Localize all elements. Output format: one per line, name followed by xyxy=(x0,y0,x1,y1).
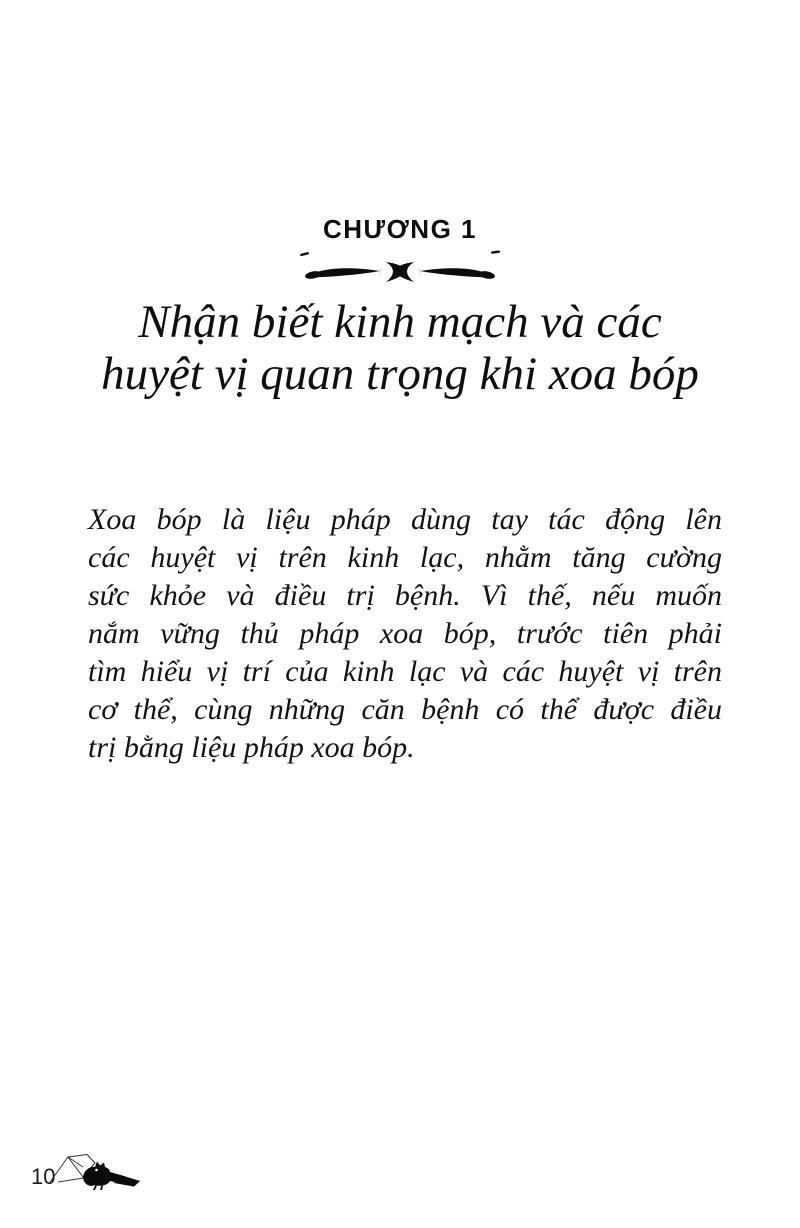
paragraph-line: nắm vững thủ pháp xoa bóp, trước tiên phải xyxy=(88,617,722,650)
page-number: 10 xyxy=(31,1164,56,1189)
chapter-title xyxy=(0,296,800,400)
chapter-title-line: Nhận biết kinh mạch và các xyxy=(138,296,662,348)
paragraph-line: các huyệt vị trên kinh lạc, nhằm tăng cường xyxy=(88,541,722,574)
paragraph-line: cơ thể, cùng những căn bệnh có thể được điều xyxy=(88,693,722,726)
body-paragraph xyxy=(88,501,722,767)
paragraph-line: sức khỏe và điều trị bệnh. Vì thế, nếu muốn xyxy=(88,579,722,612)
bird-icon xyxy=(44,1150,144,1190)
paragraph-line: trị bằng liệu pháp xoa bóp. xyxy=(88,731,415,764)
chapter-title-line: huyệt vị quan trọng khi xoa bóp xyxy=(101,348,699,400)
chapter-heading: CHƯƠNG 1 xyxy=(323,214,477,244)
paragraph-line: Xoa bóp là liệu pháp dùng tay tác động lên xyxy=(88,503,722,536)
flourish-divider-icon xyxy=(298,249,502,289)
paragraph-line: tìm hiểu vị trí của kinh lạc và các huyệt vị trên xyxy=(88,655,722,688)
